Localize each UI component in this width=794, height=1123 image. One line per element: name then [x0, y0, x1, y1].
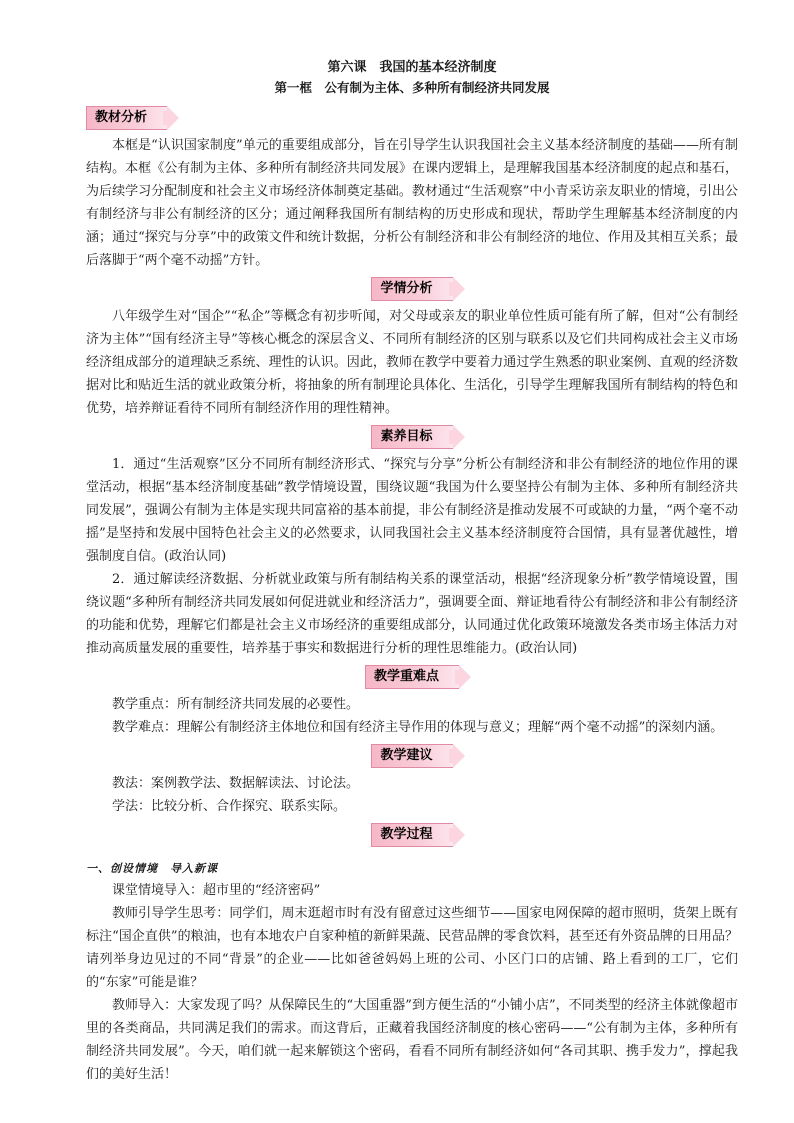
lesson-subtitle: 第一框 公有制为主体、多种所有制经济共同发展	[274, 80, 550, 95]
section-tag-students: 学情分析	[371, 277, 452, 301]
teaching-focus: 教学重点：所有制经济共同发展的必要性。	[112, 697, 360, 712]
section-tag-analysis: 教材分析	[86, 106, 167, 130]
teacher-intro-paragraph: 教师导入：大家发现了吗？从保障民生的“大国重器”到方便生活的“小铺小店”，不同类型的经济主体就像超市里的各类商品，共同满足我们的需求。而这背后，正藏着我国经济制度的核心密码——“公有制为主体，多种所有制经济共同发展”。今天，咱们就一起来解锁这个密码，看看不同所有制经济如何“各司其职、携手发力”，撑起我们的美好生活！	[86, 998, 738, 1082]
students-paragraph: 八年级学生对“国企”“私企”等概念有初步听闻，对父母或亲友的职业单位性质可能有所了解，但对“公有制经济为主体”“国有经济主导”等核心概念的深层含义、不同所有制经济的区别与联系以及它们共同构成社会主义市场经济组成部分的道理缺乏系统、理性的认识。因此，教师在教学中要着力通过学生熟悉的职业案例、直观的经济数据对比和贴近生活的就业政策分析，将抽象的所有制理论具体化、生活化，引导学生理解我国所有制结构的特色和优势，培养辩证看待不同所有制经济作用的理性精神。	[86, 309, 738, 416]
section-keypoints	[86, 665, 738, 689]
step-heading: 一、创设情境 导入新课	[86, 862, 218, 875]
section-students	[86, 277, 738, 301]
section-process	[86, 823, 738, 847]
goal-item-2: 2．通过解读经济数据、分析就业政策与所有制结构关系的课堂活动，根据“经济现象分析”教学情境设置，围绕议题“多种所有制经济共同发展如何促进就业和经济活力”，强调要全面、辩证地看待公有制经济和非公有制经济的功能和优势，理解它们都是社会主义市场经济的重要组成部分，认同通过优化政策环境激发各类市场主体活力对推动高质量发展的重要性，培养基于事实和数据进行分析的理性思维能力。(政治认同)	[86, 572, 738, 656]
section-tag-goals: 素养目标	[371, 425, 452, 449]
teaching-method: 教法：案例教学法、数据解读法、讨论法。	[112, 776, 360, 791]
section-tag-process: 教学过程	[371, 823, 452, 847]
teacher-guide-paragraph: 教师引导学生思考：同学们，周末逛超市时有没有留意过这些细节——国家电网保障的超市照明，货架上既有标注“国企直供”的粮油，也有本地农户自家种植的新鲜果蔬、民营品牌的零食饮料，甚至还有外资品牌的日用品？请列举身边见过的不同“背景”的企业——比如爸爸妈妈上班的公司、小区门口的店铺、路上看到的工厂，它们的“东家”可能是谁？	[86, 906, 738, 990]
document-page	[86, 58, 738, 1086]
section-goals	[86, 425, 738, 449]
learning-method: 学法：比较分析、合作探究、联系实际。	[112, 799, 347, 814]
section-tag-advice: 教学建议	[371, 744, 452, 768]
section-analysis	[86, 106, 738, 130]
goal-item-1: 1．通过“生活观察”区分不同所有制经济形式、“探究与分享”分析公有制经济和非公有制经济的地位作用的课堂活动，根据“基本经济制度基础”教学情境设置，围绕议题“我国为什么要坚持公有制为主体、多种所有制经济共同发展”，强调公有制为主体是实现共同富裕的基本前提，非公有制经济是推动发展不可或缺的力量，“两个毫不动摇”是坚持和发展中国特色社会主义的必然要求，认同我国社会主义基本经济制度符合国情，具有显著优越性，增强制度自信。(政治认同)	[86, 457, 738, 564]
lesson-title: 第六课 我国的基本经济制度	[327, 60, 497, 75]
teaching-difficulty: 教学难点：理解公有制经济主体地位和国有经济主导作用的体现与意义；理解“两个毫不动摇”的深刻内涵。	[112, 720, 724, 735]
scene-intro: 课堂情境导入：超市里的“经济密码”	[112, 883, 321, 898]
analysis-paragraph: 本框是“认识国家制度”单元的重要组成部分，旨在引导学生认识我国社会主义基本经济制度的基础——所有制结构。本框《公有制为主体、多种所有制经济共同发展》在课内逻辑上，是理解我国基本经济制度的起点和基石，为后续学习分配制度和社会主义市场经济体制奠定基础。教材通过“生活观察”中小青采访亲友职业的情境，引出公有制经济与非公有制经济的区分；通过阐释我国所有制结构的历史形成和现状，帮助学生理解基本经济制度的内涵；通过“探究与分享”中的政策文件和统计数据，分析公有制经济和非公有制经济的地位、作用及其相互关系；最后落脚于“两个毫不动摇”方针。	[86, 138, 738, 268]
section-tag-keypoints: 教学重难点	[365, 665, 459, 689]
section-advice	[86, 744, 738, 768]
